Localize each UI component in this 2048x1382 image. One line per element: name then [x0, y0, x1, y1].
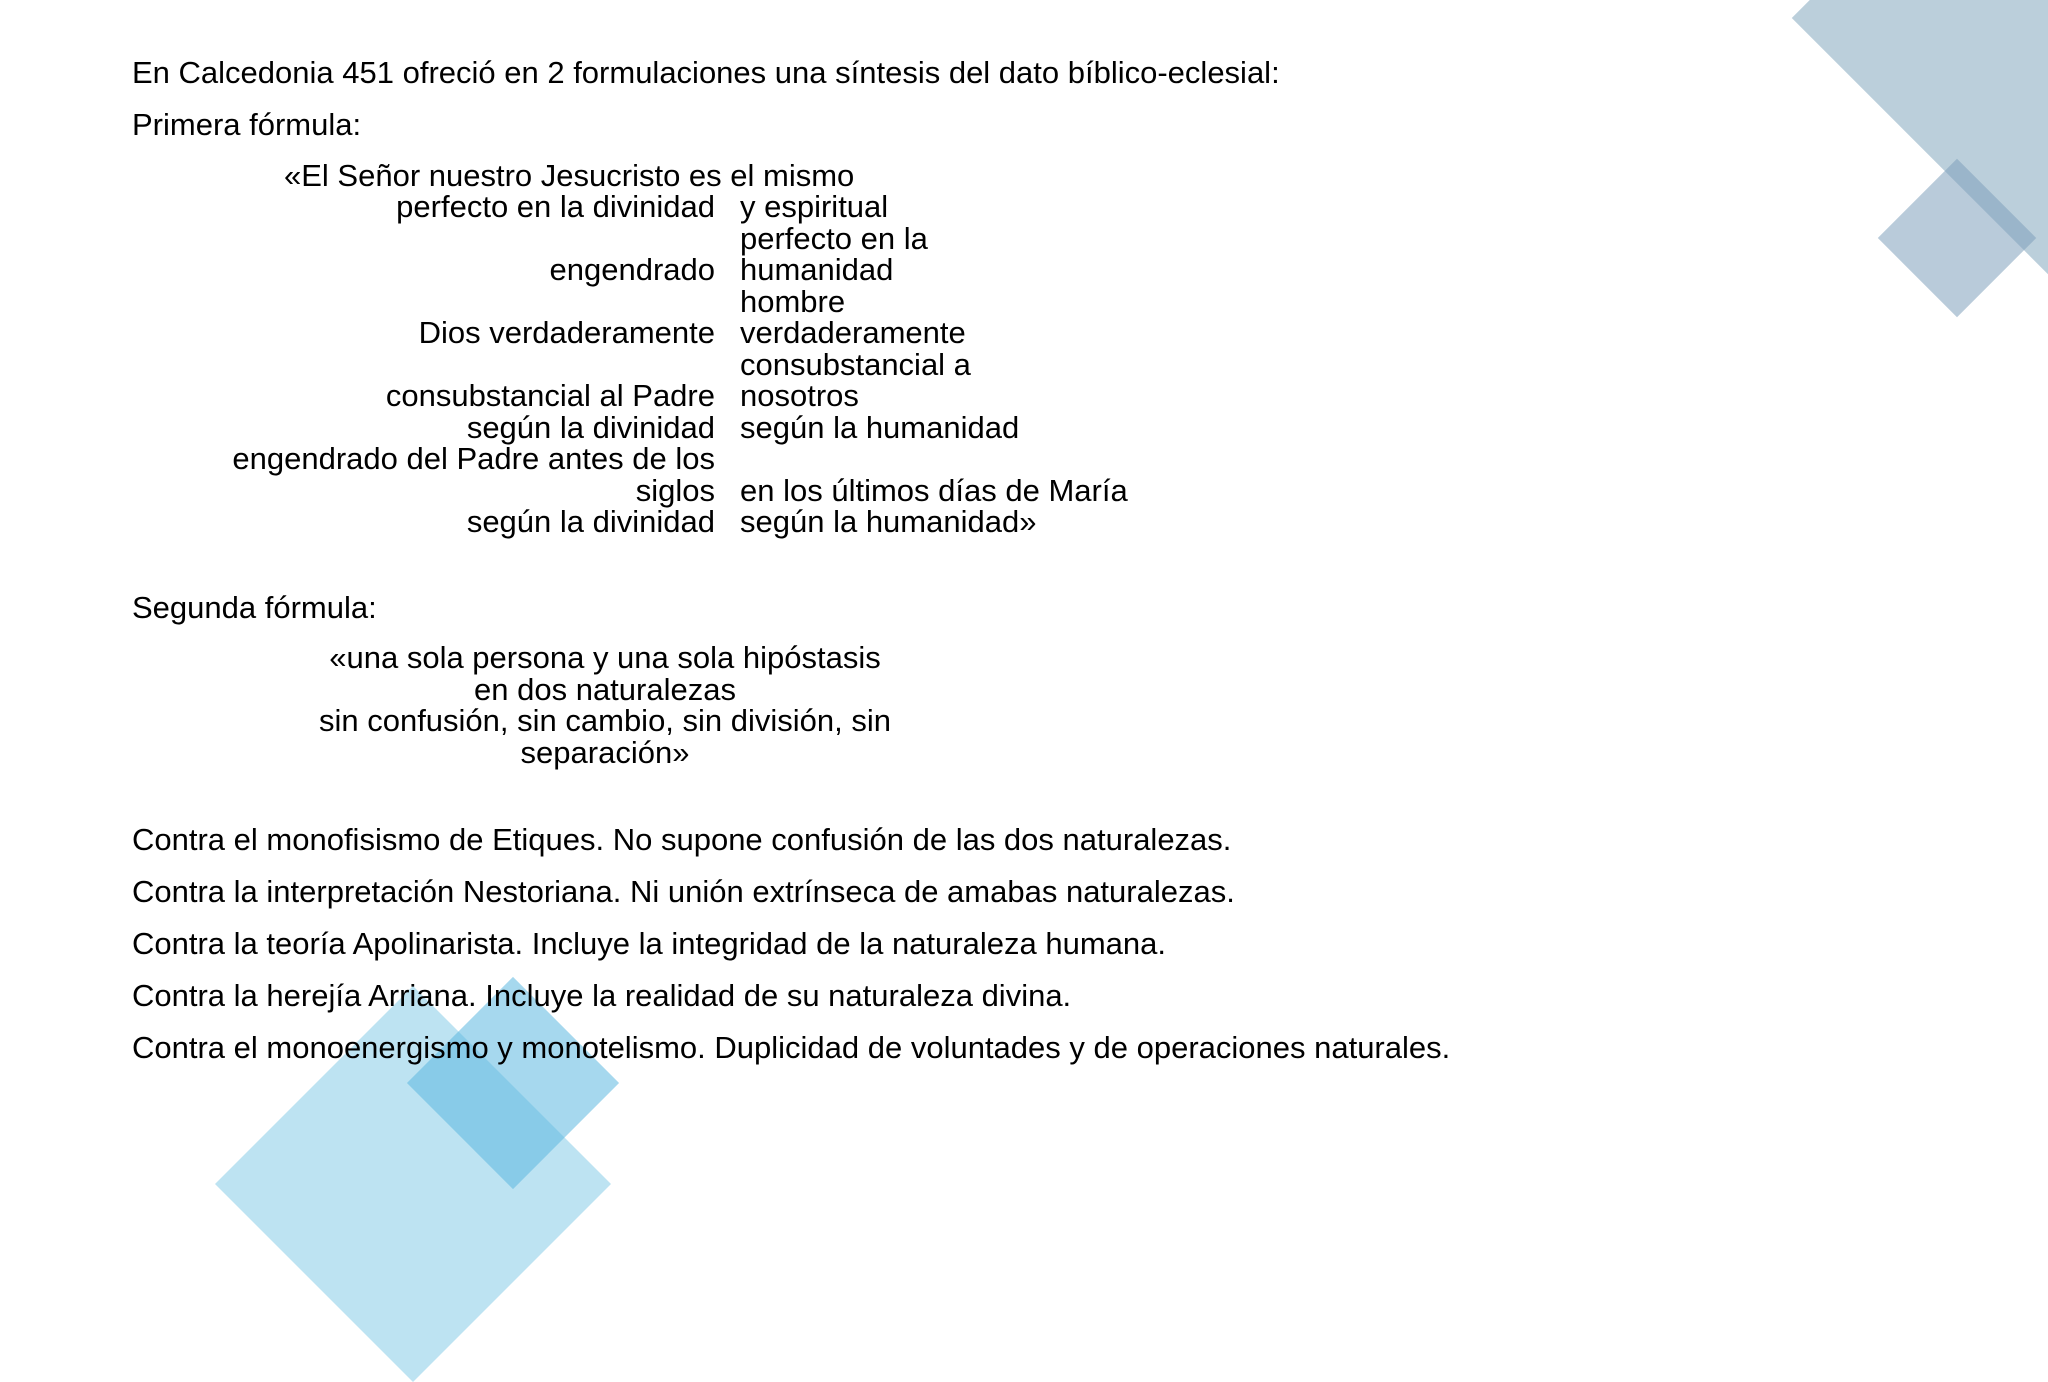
- contra-monoenergismo: Contra el monoenergismo y monotelismo. Duplicidad de voluntades y de operaciones naturales.: [132, 1030, 1451, 1065]
- segunda-formula-heading: Segunda fórmula:: [132, 590, 377, 625]
- segunda-formula-block: [210, 642, 1000, 768]
- formula-row-right: consubstancial a nosotros: [740, 346, 971, 413]
- formula-row-right: en los últimos días de María: [740, 472, 1128, 508]
- segunda-formula-line: en dos naturalezas: [474, 671, 736, 707]
- formula-row-right: y espiritual: [740, 189, 889, 224]
- formula-row-left: consubstancial al Padre: [385, 378, 715, 413]
- formula-row: [160, 220, 1140, 287]
- primera-formula-table: [160, 191, 1140, 538]
- formula-row-left: engendrado del Padre antes de los siglos: [232, 441, 715, 508]
- intro-text: En Calcedonia 451 ofreció en 2 formulaciones una síntesis del dato bíblico-eclesial:: [132, 55, 1280, 90]
- formula-row-right: según la humanidad: [740, 409, 1020, 445]
- segunda-formula-line: separación»: [520, 734, 690, 770]
- formula-row: [160, 283, 1140, 350]
- formula-row-right: perfecto en la humanidad: [740, 220, 928, 287]
- formula-row-right: según la humanidad»: [740, 504, 1037, 539]
- formula-row-left: perfecto en la divinidad: [396, 189, 715, 224]
- primera-formula-quote-head: «El Señor nuestro Jesucristo es el mismo: [284, 158, 855, 193]
- segunda-formula-line: «una sola persona y una sola hipóstasis: [329, 640, 881, 675]
- formula-row-right: hombre verdaderamente: [740, 283, 966, 350]
- formula-row: [160, 443, 1140, 506]
- formula-row-left: según la divinidad: [466, 409, 715, 445]
- contra-arriana: Contra la herejía Arriana. Incluye la realidad de su naturaleza divina.: [132, 978, 1072, 1013]
- primera-formula-heading: Primera fórmula:: [132, 107, 362, 142]
- formula-row-left: Dios verdaderamente: [418, 315, 715, 350]
- contra-apolinarista: Contra la teoría Apolinarista. Incluye la integridad de la naturaleza humana.: [132, 926, 1166, 961]
- formula-row-left: engendrado: [549, 252, 715, 287]
- contra-nestoriana: Contra la interpretación Nestoriana. Ni unión extrínseca de amabas naturalezas.: [132, 874, 1235, 909]
- segunda-formula-line: sin confusión, sin cambio, sin división, sin: [318, 703, 892, 738]
- formula-row: [160, 346, 1140, 413]
- formula-row: [160, 506, 1140, 538]
- formula-row: [160, 191, 1140, 223]
- contra-monofisismo: Contra el monofisismo de Etiques. No supone confusión de las dos naturalezas.: [132, 822, 1232, 857]
- formula-row: [160, 409, 1140, 445]
- formula-row-left: según la divinidad: [466, 504, 715, 539]
